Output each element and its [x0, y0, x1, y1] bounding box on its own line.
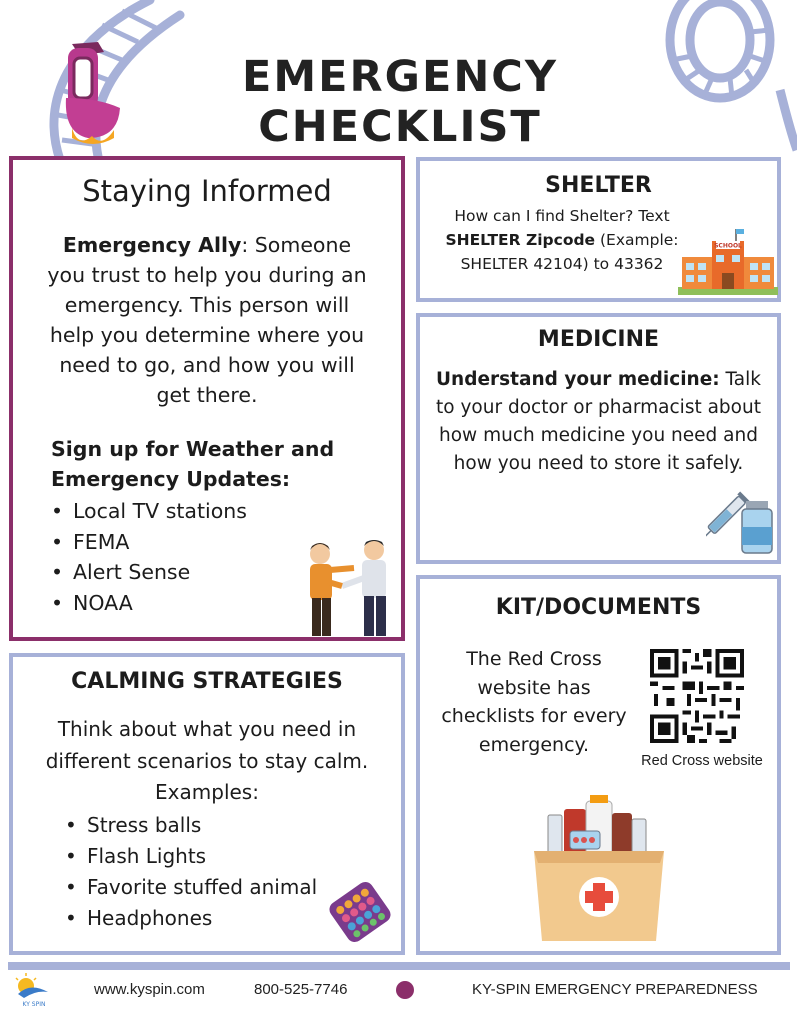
handshake-people-illustration — [298, 538, 398, 638]
list-item: • Stress balls — [65, 810, 401, 841]
roller-coaster-car-icon — [58, 38, 126, 148]
list-item: • Headphones — [65, 903, 401, 934]
medicine-description: Talk to your doctor or pharmacist about how much medicine you need and how you need to store it safely. — [436, 369, 761, 474]
emergency-ally-label: Emergency Ally — [62, 233, 242, 257]
calming-strategies-card — [9, 653, 405, 955]
footer-dot — [396, 981, 414, 999]
kit-documents-card — [416, 575, 781, 955]
medicine-text — [430, 366, 767, 478]
medicine-heading: MEDICINE — [537, 327, 660, 352]
list-item: • Flash Lights — [65, 841, 401, 872]
medical-supplies-bag-icon — [524, 795, 674, 943]
signup-heading: Sign up for Weather and Emergency Updates: — [51, 437, 335, 491]
medicine-label: Understand your medicine: — [436, 369, 720, 390]
emergency-ally-text — [41, 230, 373, 410]
logo-text: KY SPIN — [22, 1001, 46, 1008]
footer-organization: KY-SPIN EMERGENCY PREPAREDNESS — [472, 981, 758, 998]
ky-spin-logo — [14, 972, 54, 1008]
list-item: • Favorite stuffed animal — [65, 872, 401, 903]
kit-heading: KIT/DOCUMENTS — [495, 595, 702, 620]
staying-informed-card — [9, 156, 405, 641]
syringe-vial-icon — [706, 487, 776, 557]
list-item: • Alert Sense — [51, 557, 401, 588]
page-title: EMERGENCY CHECKLIST — [242, 52, 558, 152]
staying-informed-heading: Staying Informed — [82, 174, 332, 208]
shelter-text — [428, 204, 696, 276]
calming-intro: Think about what you need in different scenarios to stay calm. Examples: — [45, 717, 369, 804]
calming-heading: CALMING STRATEGIES — [71, 669, 343, 694]
kit-text: The Red Cross website has checklists for every emergency. — [441, 648, 627, 756]
footer-divider — [8, 962, 790, 970]
list-item: • NOAA — [51, 588, 401, 619]
red-cross-qr-code[interactable] — [650, 649, 744, 743]
pop-it-fidget-toy-icon — [323, 877, 397, 947]
school-sign: SCHOOL — [714, 242, 742, 250]
school-building-icon — [678, 227, 778, 299]
shelter-card — [416, 157, 781, 302]
list-item: • FEMA — [51, 527, 401, 558]
footer-phone: 800-525-7746 — [254, 981, 348, 998]
medicine-card — [416, 313, 781, 564]
footer-website[interactable]: www.kyspin.com — [94, 981, 205, 998]
emergency-ally-description: : Someone you trust to help you during an emergency. This person will help you determine where you need to go, and how you will get there. — [47, 233, 367, 407]
roller-coaster-loop-right — [660, 0, 797, 160]
qr-caption: Red Cross website — [641, 753, 763, 769]
shelter-keyword: SHELTER Zipcode — [445, 231, 596, 249]
shelter-example: (Example: SHELTER 42104) to 43362 — [460, 231, 679, 273]
list-item: • Local TV stations — [51, 496, 401, 527]
shelter-heading: SHELTER — [545, 173, 652, 198]
shelter-question: How can I find Shelter? Text — [454, 207, 670, 225]
